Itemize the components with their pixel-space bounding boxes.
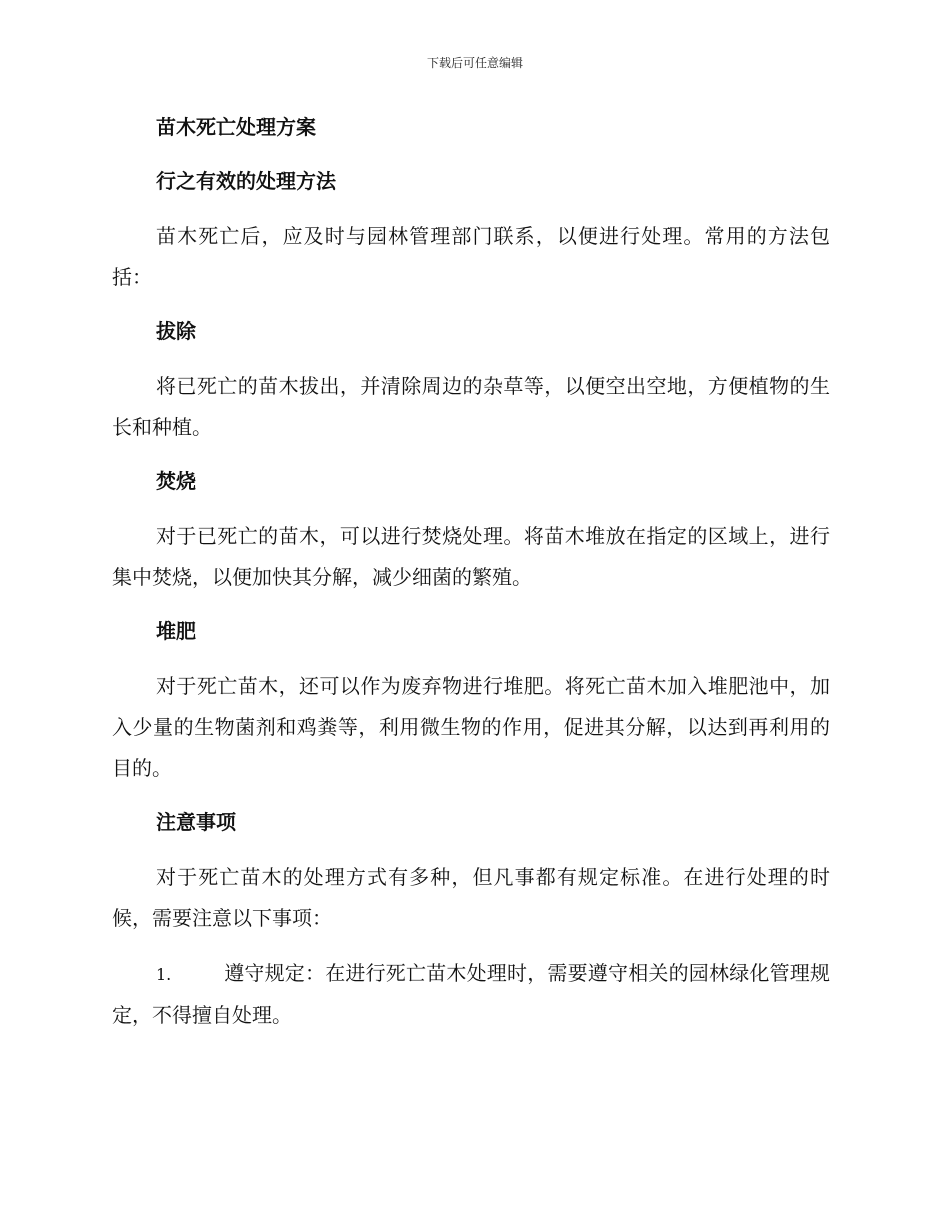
paragraph-compost: 对于死亡苗木，还可以作为废弃物进行堆肥。将死亡苗木加入堆肥池中，加入少量的生物菌剂和鸡粪等，利用微生物的作用，促进其分解，以达到再利用的目的。 [112, 674, 830, 780]
header-note: 下载后可任意编辑 [426, 56, 523, 70]
section-heading-compost: 堆肥 [156, 619, 196, 643]
paragraph-remove: 将已死亡的苗木拔出，并清除周边的杂草等，以便空出空地，方便植物的生长和种植。 [112, 374, 830, 439]
section-heading-burn: 焚烧 [156, 469, 196, 493]
paragraph-notes: 对于死亡苗木的处理方式有多种，但凡事都有规定标准。在进行处理的时候，需要注意以下事项： [112, 865, 830, 930]
list-item-text: 遵守规定：在进行死亡苗木处理时，需要遵守相关的园林绿化管理规定，不得擅自处理。 [112, 961, 830, 1027]
section-heading-methods: 行之有效的处理方法 [156, 169, 336, 193]
paragraph-methods-intro: 苗木死亡后，应及时与园林管理部门联系，以便进行处理。常用的方法包括： [112, 224, 830, 289]
paragraph-burn: 对于已死亡的苗木，可以进行焚烧处理。将苗木堆放在指定的区域上，进行集中焚烧，以便加快其分解，减少细菌的繁殖。 [112, 524, 830, 589]
section-heading-notes: 注意事项 [156, 810, 236, 834]
document-body [112, 108, 830, 1036]
list-item-number: 1. [156, 965, 172, 984]
section-heading-remove: 拔除 [156, 319, 196, 343]
document-title: 苗木死亡处理方案 [156, 115, 316, 139]
list-item [112, 953, 830, 1036]
